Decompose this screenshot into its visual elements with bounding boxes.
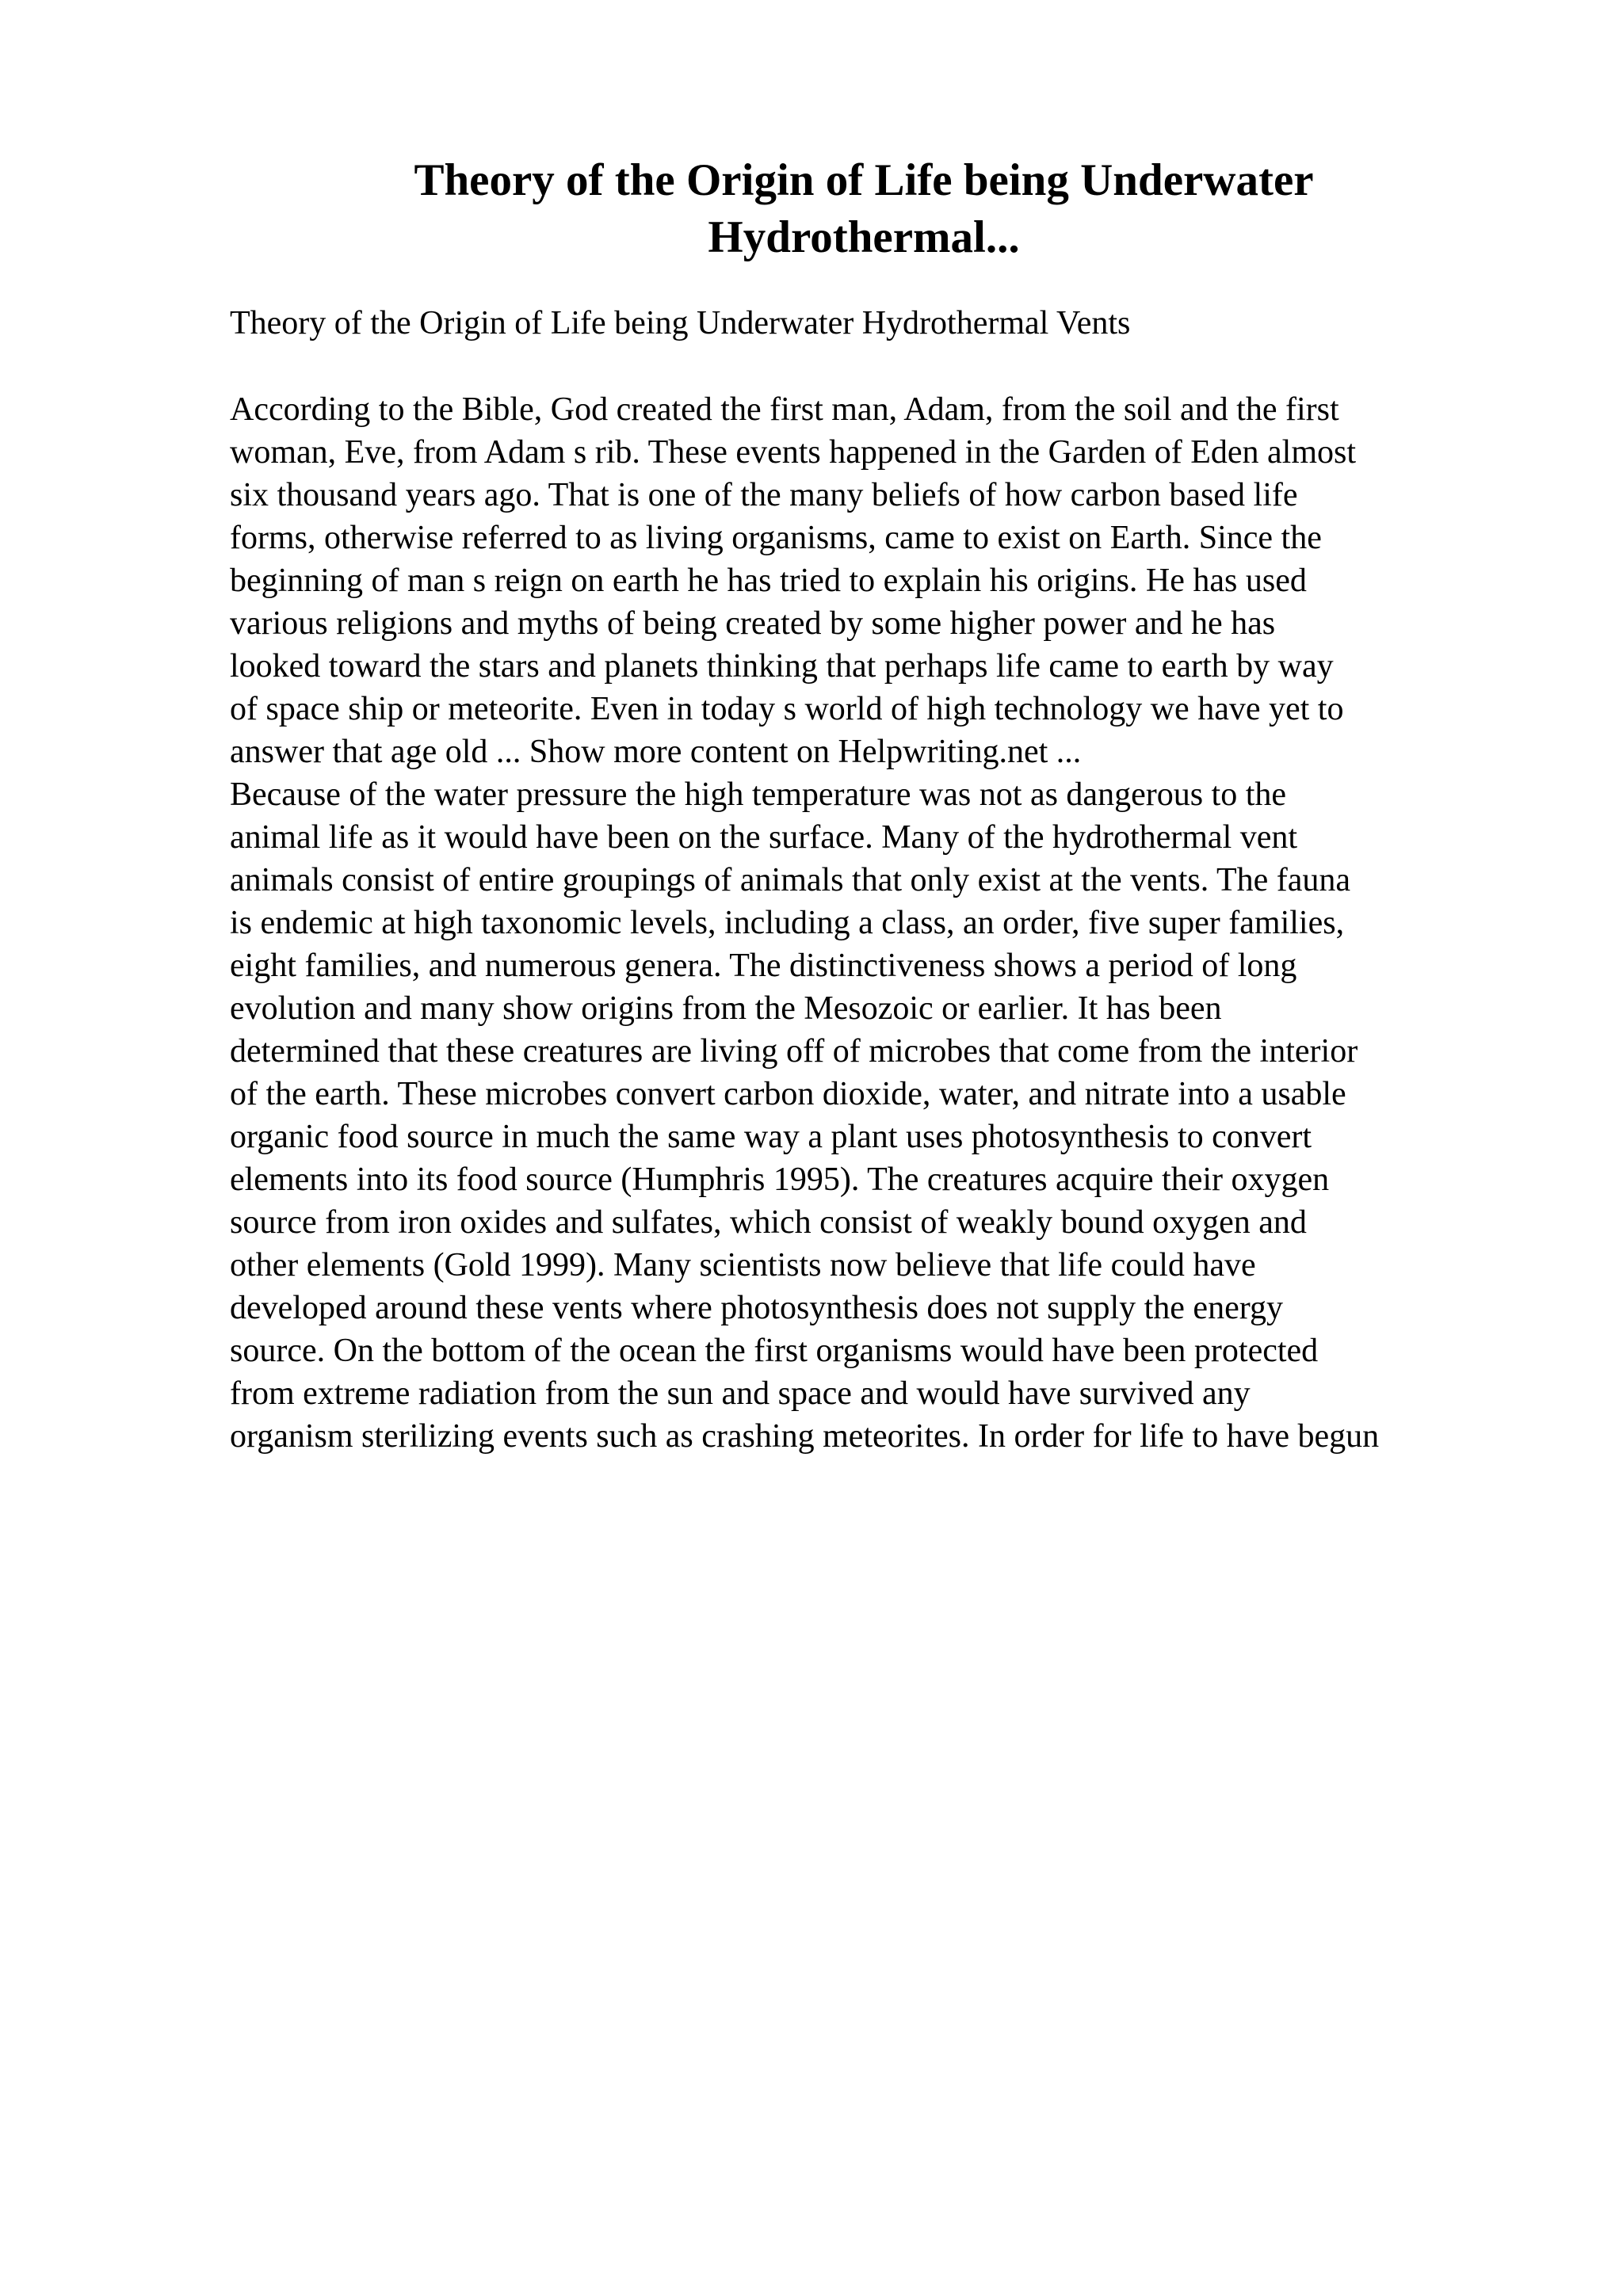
paragraph-line: forms, otherwise referred to as living organisms, came to exist on Earth. Since the — [230, 520, 1322, 556]
document-subtitle: Theory of the Origin of Life being Underwater Hydrothermal Vents — [230, 305, 1131, 341]
paragraph-line: from extreme radiation from the sun and space and would have survived any — [230, 1375, 1251, 1412]
paragraph-line: According to the Bible, God created the first man, Adam, from the soil and the first — [230, 391, 1339, 428]
paragraph-line: elements into its food source (Humphris 1995). The creatures acquire their oxygen — [230, 1161, 1330, 1198]
paragraph-line: six thousand years ago. That is one of the many beliefs of how carbon based life — [230, 477, 1298, 513]
paragraph-line: source from iron oxides and sulfates, which consist of weakly bound oxygen and — [230, 1204, 1307, 1241]
paragraph-2 — [230, 773, 1529, 1458]
paragraph-line: other elements (Gold 1999). Many scientists now believe that life could have — [230, 1247, 1256, 1283]
paragraph-line: eight families, and numerous genera. The distinctiveness shows a period of long — [230, 948, 1297, 984]
paragraph-line: animals consist of entire groupings of animals that only exist at the vents. The fauna — [230, 862, 1351, 898]
paragraph-line: looked toward the stars and planets thinking that perhaps life came to earth by way — [230, 648, 1334, 685]
document-title — [230, 152, 1498, 266]
paragraph-line: answer that age old ... Show more content on Helpwriting.net ... — [230, 734, 1082, 770]
title-line-1: Theory of the Origin of Life being Underwater — [414, 155, 1314, 205]
paragraph-line: of space ship or meteorite. Even in today s world of high technology we have yet to — [230, 691, 1344, 727]
paragraph-line: woman, Eve, from Adam s rib. These events happened in the Garden of Eden almost — [230, 434, 1357, 471]
paragraph-line: beginning of man s reign on earth he has tried to explain his origins. He has used — [230, 563, 1307, 599]
paragraph-line: Because of the water pressure the high temperature was not as dangerous to the — [230, 776, 1287, 813]
paragraph-line: is endemic at high taxonomic levels, including a class, an order, five super families, — [230, 905, 1345, 941]
paragraph-line: of the earth. These microbes convert carbon dioxide, water, and nitrate into a usable — [230, 1076, 1346, 1112]
title-line-2: Hydrothermal... — [708, 212, 1020, 262]
paragraph-line: animal life as it would have been on the surface. Many of the hydrothermal vent — [230, 819, 1298, 856]
paragraph-line: various religions and myths of being created by some higher power and he has — [230, 605, 1276, 642]
paragraph-line: organism sterilizing events such as crashing meteorites. In order for life to have begun — [230, 1418, 1380, 1455]
paragraph-line: determined that these creatures are living off of microbes that come from the interior — [230, 1033, 1358, 1070]
paragraph-line: developed around these vents where photosynthesis does not supply the energy — [230, 1290, 1283, 1326]
paragraph-line: organic food source in much the same way a plant uses photosynthesis to convert — [230, 1119, 1312, 1155]
paragraph-line: source. On the bottom of the ocean the first organisms would have been protected — [230, 1333, 1319, 1369]
paragraph-line: evolution and many show origins from the Mesozoic or earlier. It has been — [230, 990, 1222, 1027]
paragraph-1 — [230, 388, 1529, 773]
